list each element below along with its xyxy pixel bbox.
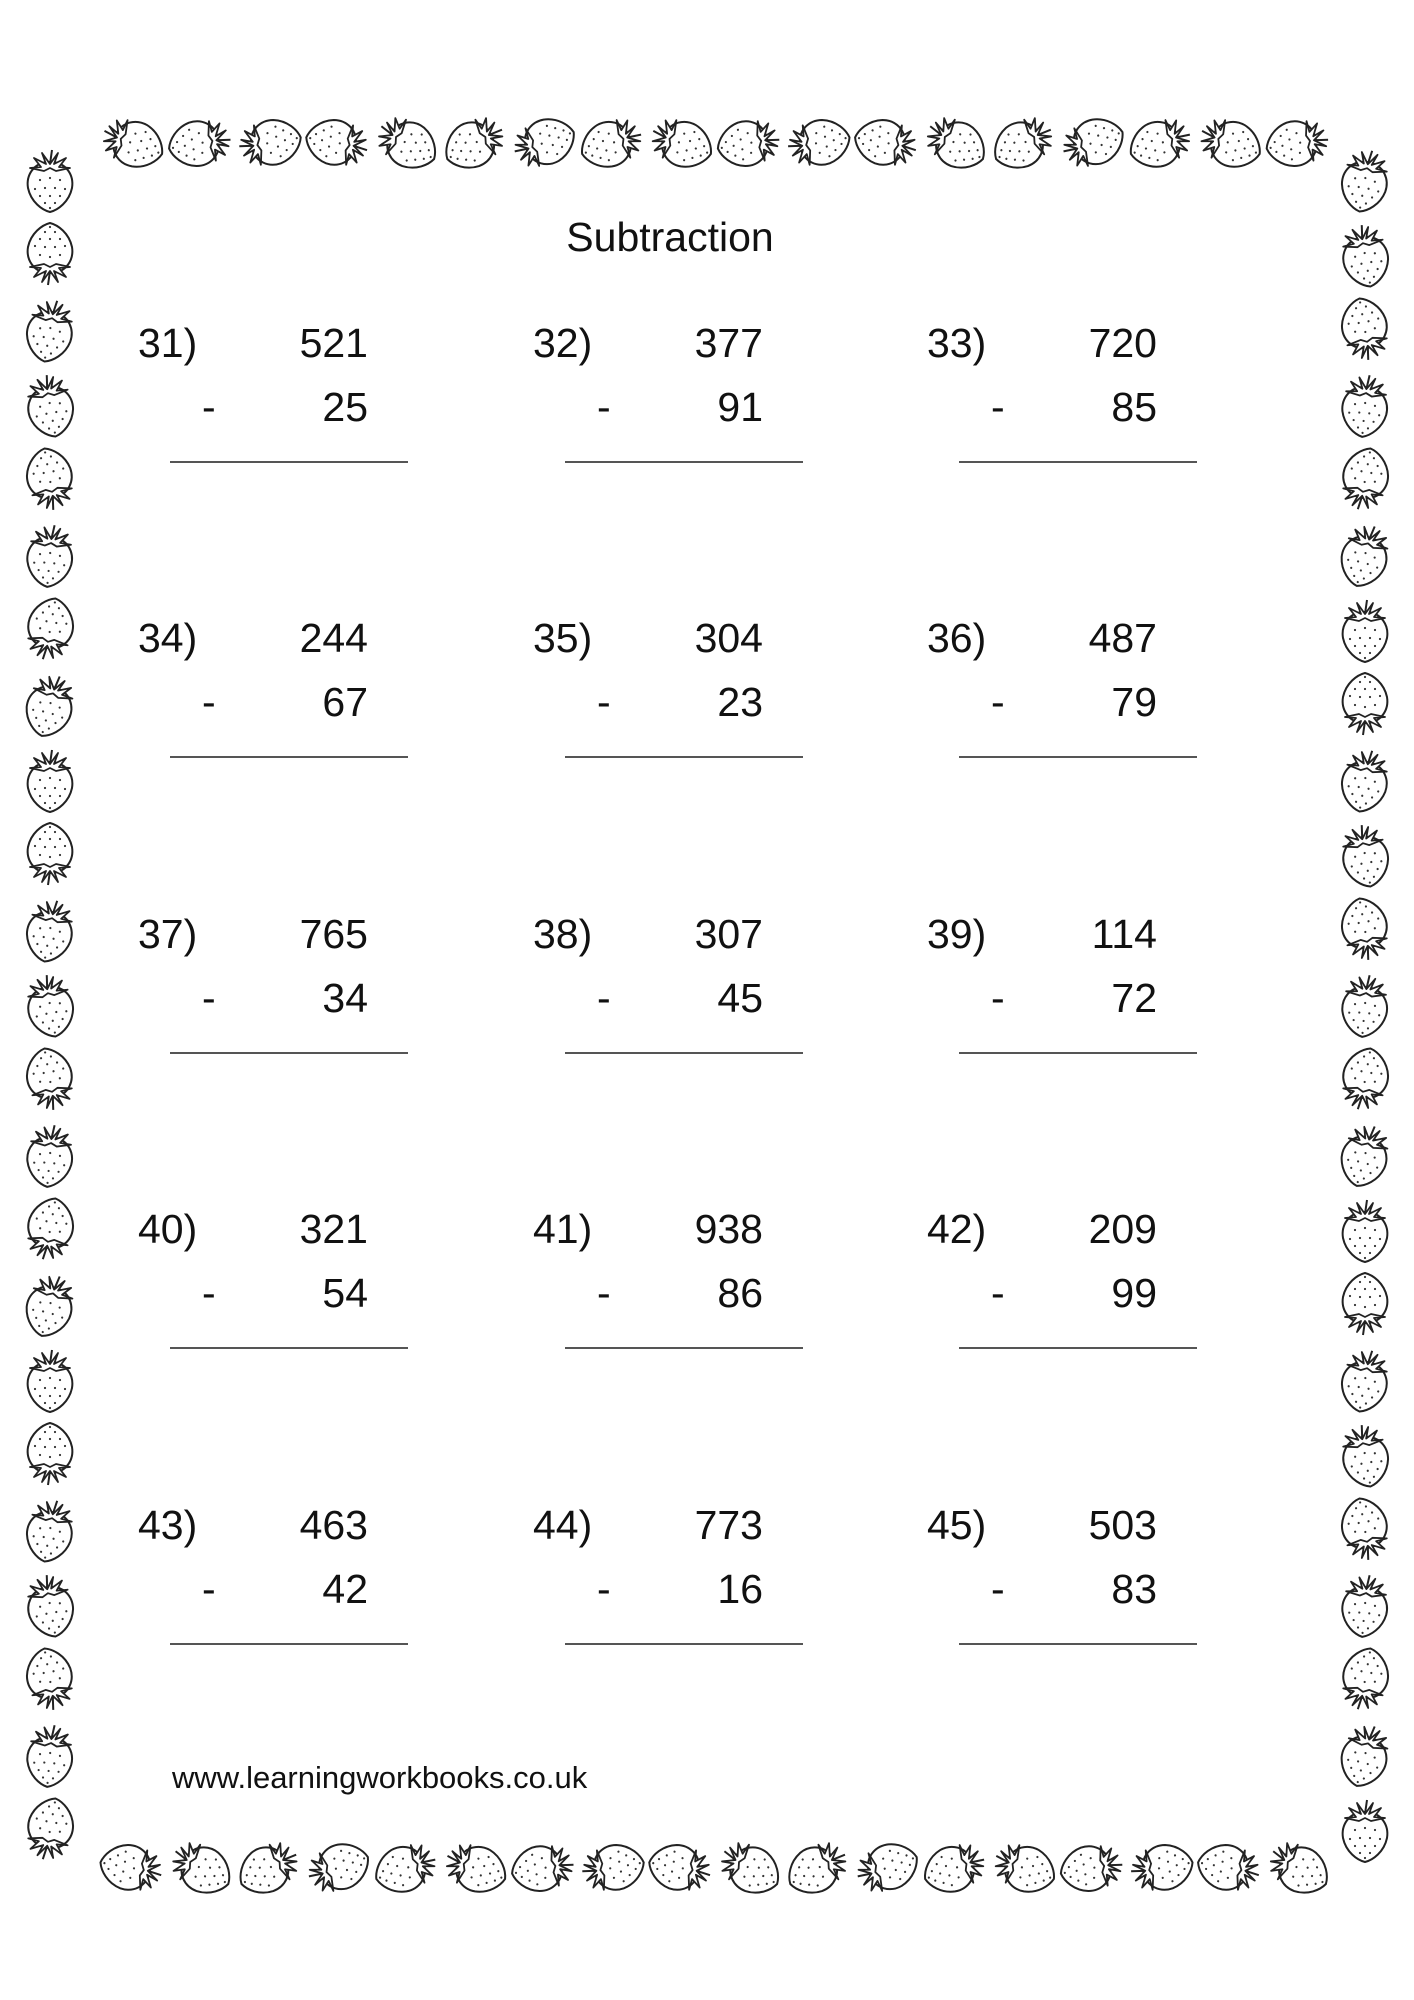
problem-42 xyxy=(927,1204,1177,1384)
strawberry-icon xyxy=(28,150,73,212)
minuend: 773 xyxy=(694,1502,763,1548)
strawberry-icon xyxy=(988,1837,1062,1900)
minus-sign: - xyxy=(202,1566,216,1612)
strawberry-icon xyxy=(230,1834,306,1904)
strawberry-icon xyxy=(22,897,77,966)
strawberry-icon xyxy=(1194,1840,1263,1895)
minus-sign: - xyxy=(991,679,1005,725)
minus-sign: - xyxy=(202,679,216,725)
answer-line xyxy=(565,1052,803,1054)
minus-sign: - xyxy=(202,975,216,1021)
strawberry-icon xyxy=(1338,1645,1393,1714)
strawberry-icon xyxy=(22,1645,77,1714)
strawberry-icon xyxy=(1123,112,1197,175)
answer-line xyxy=(170,461,408,463)
strawberry-icon xyxy=(23,1795,78,1864)
problem-number: 43) xyxy=(138,1502,198,1548)
strawberry-icon xyxy=(1340,1573,1390,1639)
minus-sign: - xyxy=(597,384,611,430)
strawberry-icon xyxy=(22,1497,77,1566)
subtrahend: 23 xyxy=(717,679,763,725)
subtrahend: 34 xyxy=(322,975,368,1021)
problem-number: 35) xyxy=(533,615,593,661)
subtrahend: 83 xyxy=(1111,1566,1157,1612)
strawberry-icon xyxy=(1057,111,1131,174)
strawberry-icon xyxy=(163,1834,239,1904)
strawberry-icon xyxy=(579,1840,648,1895)
strawberry-icon xyxy=(97,1840,166,1895)
answer-line xyxy=(959,1052,1197,1054)
strawberry-icon xyxy=(23,1572,78,1641)
strawberry-icon xyxy=(1343,600,1388,662)
strawberry-icon xyxy=(508,1841,577,1896)
strawberry-icon xyxy=(1335,1720,1394,1791)
strawberry-icon xyxy=(25,523,75,589)
problem-number: 41) xyxy=(533,1206,593,1252)
minuend: 209 xyxy=(1088,1206,1157,1252)
answer-line xyxy=(565,1643,803,1645)
strawberry-icon xyxy=(1337,1347,1392,1416)
problem-37 xyxy=(138,909,388,1089)
strawberry-icon xyxy=(1337,295,1392,364)
problem-36 xyxy=(927,613,1177,793)
minuend: 938 xyxy=(694,1206,763,1252)
strawberry-icon xyxy=(851,1836,925,1899)
strawberry-icon xyxy=(20,1270,79,1341)
strawberry-icon xyxy=(645,112,719,175)
worksheet-title: Subtraction xyxy=(566,214,774,260)
strawberry-icon xyxy=(23,372,78,441)
problem-33 xyxy=(927,318,1177,498)
subtrahend: 16 xyxy=(717,1566,763,1612)
problem-41 xyxy=(533,1204,783,1384)
answer-line xyxy=(959,756,1197,758)
footer-website: www.learningworkbooks.co.uk xyxy=(172,1760,588,1795)
strawberry-icon xyxy=(369,1837,443,1900)
problem-number: 45) xyxy=(927,1502,987,1548)
problem-number: 44) xyxy=(533,1502,593,1548)
strawberry-icon xyxy=(1057,1841,1126,1896)
strawberry-icon xyxy=(779,1834,855,1904)
subtrahend: 86 xyxy=(717,1270,763,1316)
problem-35 xyxy=(533,613,783,793)
strawberry-icon xyxy=(236,115,305,170)
strawberry-icon xyxy=(20,670,79,741)
problem-number: 34) xyxy=(138,615,198,661)
problem-number: 40) xyxy=(138,1206,198,1252)
strawberry-icon xyxy=(1338,1422,1393,1491)
strawberry-icon xyxy=(1335,520,1394,591)
strawberry-icon xyxy=(302,1836,376,1899)
minus-sign: - xyxy=(991,1566,1005,1612)
minus-sign: - xyxy=(597,1270,611,1316)
minuend: 463 xyxy=(299,1502,368,1548)
strawberry-icon xyxy=(508,111,582,174)
problem-number: 31) xyxy=(138,320,198,366)
strawberry-icon xyxy=(1263,116,1332,171)
minuend: 487 xyxy=(1088,615,1157,661)
minuend: 765 xyxy=(299,911,368,957)
problem-number: 32) xyxy=(533,320,593,366)
problem-number: 33) xyxy=(927,320,987,366)
answer-line xyxy=(170,1347,408,1349)
problem-34 xyxy=(138,613,388,793)
subtrahend: 54 xyxy=(322,1270,368,1316)
strawberry-icon xyxy=(985,109,1061,179)
strawberry-icon xyxy=(1343,1200,1388,1262)
strawberry-icon xyxy=(645,1840,714,1895)
strawberry-icon xyxy=(1261,1834,1337,1904)
minus-sign: - xyxy=(597,975,611,1021)
strawberry-icon xyxy=(28,1350,73,1412)
strawberry-icon xyxy=(918,109,994,179)
strawberry-icon xyxy=(1337,1495,1392,1564)
minus-sign: - xyxy=(597,679,611,725)
subtrahend: 45 xyxy=(717,975,763,1021)
answer-line xyxy=(170,1643,408,1645)
minuend: 720 xyxy=(1088,320,1157,366)
strawberry-icon xyxy=(785,115,854,170)
strawberry-icon xyxy=(1337,747,1392,816)
minuend: 503 xyxy=(1088,1502,1157,1548)
minus-sign: - xyxy=(202,384,216,430)
strawberry-icon xyxy=(436,109,512,179)
strawberry-icon xyxy=(23,972,78,1041)
minuend: 521 xyxy=(299,320,368,366)
problem-number: 39) xyxy=(927,911,987,957)
strawberry-icon xyxy=(369,109,445,179)
subtrahend: 25 xyxy=(322,384,368,430)
subtrahend: 72 xyxy=(1111,975,1157,1021)
problem-43 xyxy=(138,1500,388,1680)
subtrahend: 42 xyxy=(322,1566,368,1612)
strawberry-icon xyxy=(28,823,73,885)
strawberry-icon xyxy=(22,297,77,366)
strawberry-icon xyxy=(1338,445,1393,514)
minus-sign: - xyxy=(202,1270,216,1316)
problem-number: 38) xyxy=(533,911,593,957)
answer-line xyxy=(959,1643,1197,1645)
subtrahend: 99 xyxy=(1111,1270,1157,1316)
answer-line xyxy=(565,461,803,463)
subtrahend: 67 xyxy=(322,679,368,725)
strawberry-icon xyxy=(22,445,77,514)
strawberry-icon xyxy=(22,1045,77,1114)
strawberry-icon xyxy=(1343,673,1388,735)
answer-line xyxy=(959,1347,1197,1349)
strawberry-icon xyxy=(25,1123,75,1189)
strawberry-icon xyxy=(439,1837,513,1900)
minuend: 244 xyxy=(299,615,368,661)
problem-39 xyxy=(927,909,1177,1089)
strawberry-icon xyxy=(714,116,783,171)
subtrahend: 79 xyxy=(1111,679,1157,725)
strawberry-icon xyxy=(1335,1120,1394,1191)
minus-sign: - xyxy=(597,1566,611,1612)
strawberry-icon xyxy=(1343,1800,1388,1862)
minus-sign: - xyxy=(991,384,1005,430)
subtrahend: 91 xyxy=(717,384,763,430)
problem-40 xyxy=(138,1204,388,1384)
answer-line xyxy=(170,756,408,758)
strawberry-icon xyxy=(1337,147,1392,216)
strawberry-icon xyxy=(28,1423,73,1485)
answer-line xyxy=(170,1052,408,1054)
strawberry-icon xyxy=(712,1834,788,1904)
strawberry-icon xyxy=(302,115,371,170)
minuend: 304 xyxy=(694,615,763,661)
problem-44 xyxy=(533,1500,783,1680)
answer-line xyxy=(565,756,803,758)
minus-sign: - xyxy=(991,1270,1005,1316)
strawberry-icon xyxy=(25,1723,75,1789)
strawberry-icon xyxy=(96,112,170,175)
problem-number: 36) xyxy=(927,615,987,661)
strawberry-icon xyxy=(1343,1273,1388,1335)
strawberry-icon xyxy=(574,112,648,175)
strawberry-icon xyxy=(23,1195,78,1264)
strawberry-icon xyxy=(917,1837,991,1900)
strawberry-icon xyxy=(1340,973,1390,1039)
strawberry-icon xyxy=(165,116,234,171)
strawberry-icon xyxy=(1338,822,1393,891)
strawberry-icon xyxy=(28,750,73,812)
problem-number: 37) xyxy=(138,911,198,957)
problem-45 xyxy=(927,1500,1177,1680)
strawberry-icon xyxy=(1194,112,1268,175)
problem-number: 42) xyxy=(927,1206,987,1252)
problem-31 xyxy=(138,318,388,498)
strawberry-icon xyxy=(1340,373,1390,439)
strawberry-icon xyxy=(1338,1045,1393,1114)
answer-line xyxy=(959,461,1197,463)
problem-38 xyxy=(533,909,783,1089)
minuend: 321 xyxy=(299,1206,368,1252)
minuend: 377 xyxy=(694,320,763,366)
problem-32 xyxy=(533,318,783,498)
minuend: 114 xyxy=(1091,911,1157,957)
strawberry-icon xyxy=(1337,895,1392,964)
strawberry-icon xyxy=(1128,1840,1197,1895)
subtrahend: 85 xyxy=(1111,384,1157,430)
answer-line xyxy=(565,1347,803,1349)
strawberry-icon xyxy=(1338,222,1393,291)
strawberry-icon xyxy=(23,595,78,664)
strawberry-icon xyxy=(851,115,920,170)
minuend: 307 xyxy=(694,911,763,957)
minus-sign: - xyxy=(991,975,1005,1021)
